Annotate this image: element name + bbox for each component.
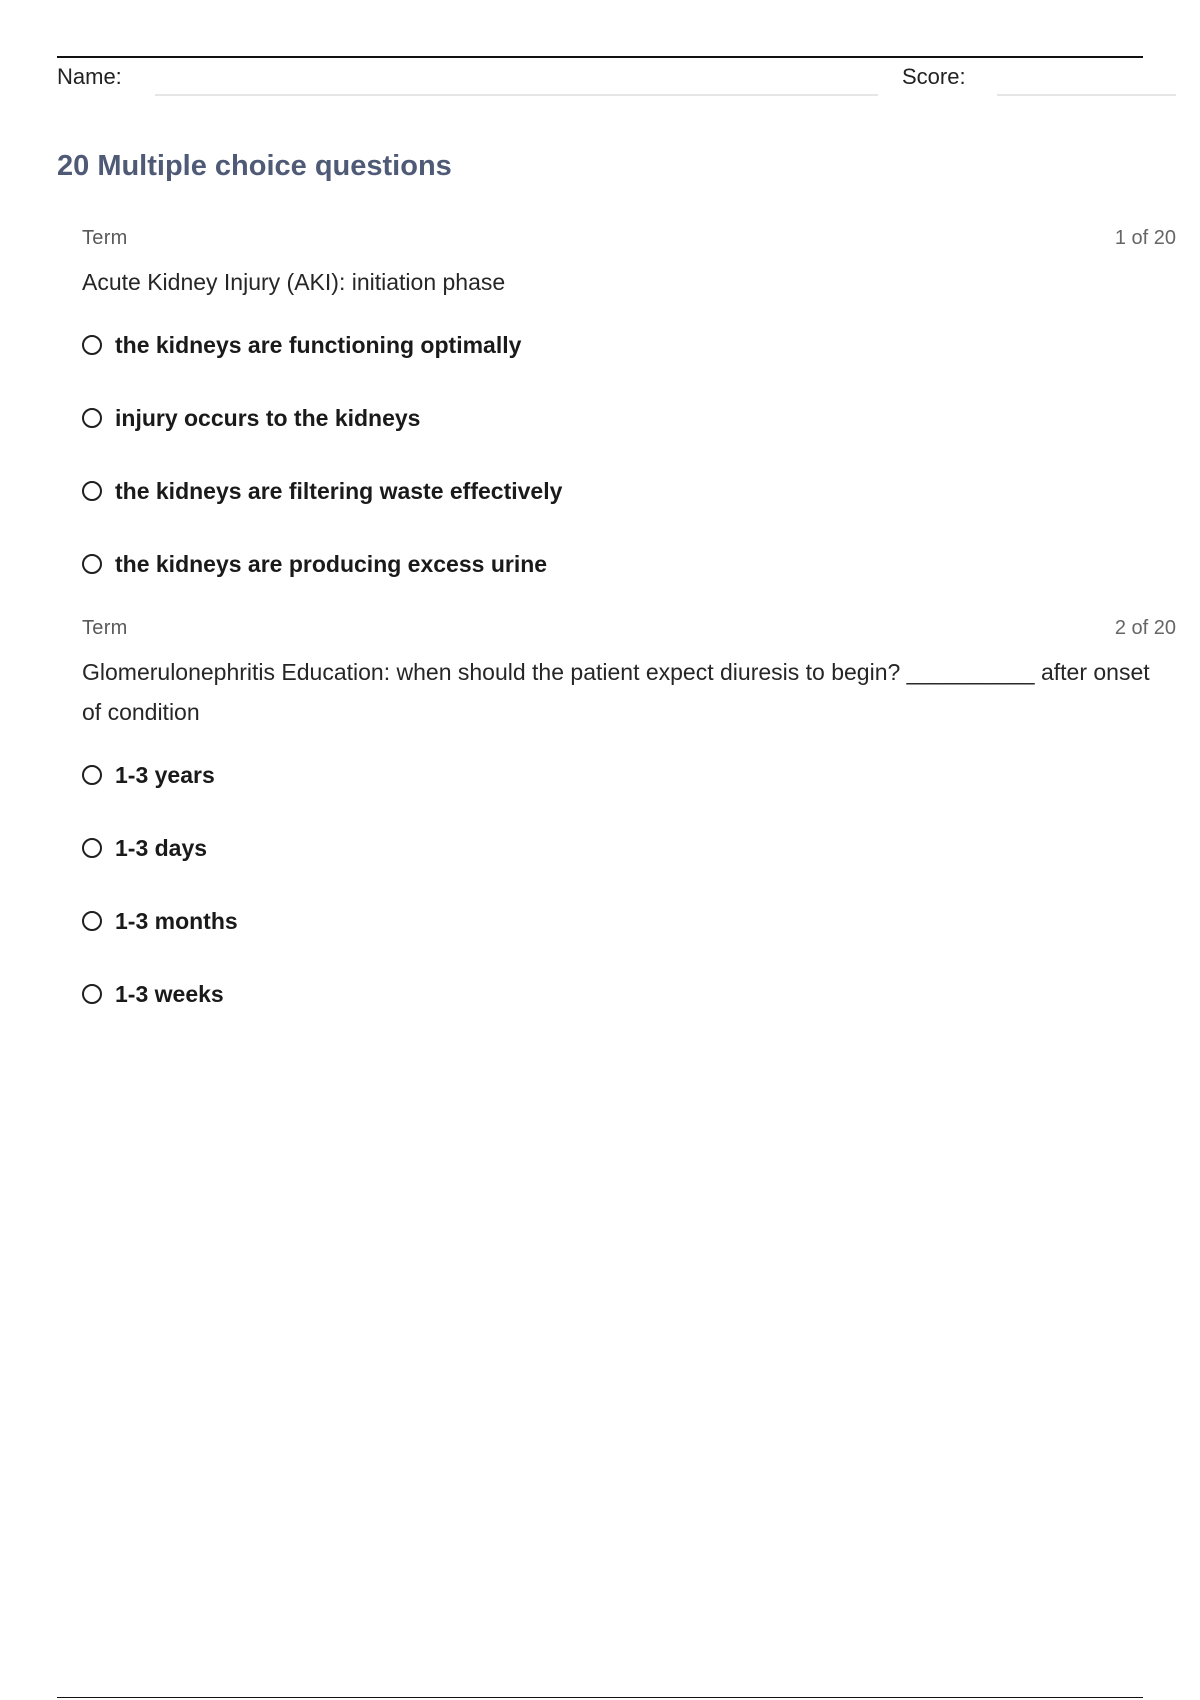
option-2a[interactable] (82, 746, 1176, 819)
bottom-rule (57, 1697, 1143, 1698)
section-title: 20 Multiple choice questions (57, 150, 452, 182)
radio-button-icon[interactable] (82, 481, 102, 501)
option-label: 1-3 months (115, 907, 238, 934)
question-2 (82, 614, 1176, 1038)
option-1d[interactable] (82, 535, 1176, 608)
option-label: injury occurs to the kidneys (115, 404, 421, 431)
question-counter: 1 of 20 (1114, 227, 1176, 249)
radio-button-icon[interactable] (82, 984, 102, 1004)
option-list (82, 316, 1176, 608)
option-label: the kidneys are functioning optimally (115, 331, 522, 358)
name-field[interactable] (155, 94, 878, 96)
radio-button-icon[interactable] (82, 911, 102, 931)
radio-button-icon[interactable] (82, 408, 102, 428)
term-label: Term (82, 227, 128, 249)
option-label: the kidneys are producing excess urine (115, 550, 548, 577)
option-1a[interactable] (82, 316, 1176, 389)
option-1b[interactable] (82, 389, 1176, 462)
question-text: Acute Kidney Injury (AKI): initiation phase (82, 269, 506, 295)
radio-button-icon[interactable] (82, 554, 102, 574)
option-1c[interactable] (82, 462, 1176, 535)
score-label: Score: (902, 64, 966, 89)
option-label: the kidneys are filtering waste effectively (115, 477, 563, 504)
question-header (82, 614, 1176, 644)
question-text: Glomerulonephritis Education: when should the patient expect diuresis to begin? __________ after onset of condition (82, 659, 1150, 725)
name-label: Name: (57, 64, 122, 89)
top-rule (57, 56, 1143, 58)
radio-button-icon[interactable] (82, 838, 102, 858)
option-2b[interactable] (82, 819, 1176, 892)
option-label: 1-3 days (115, 834, 208, 861)
option-label: 1-3 weeks (115, 980, 224, 1007)
option-2d[interactable] (82, 965, 1176, 1038)
radio-button-icon[interactable] (82, 765, 102, 785)
term-label: Term (82, 617, 128, 639)
option-2c[interactable] (82, 892, 1176, 965)
question-header (82, 224, 1176, 254)
score-field[interactable] (997, 94, 1176, 96)
question-counter: 2 of 20 (1114, 617, 1176, 639)
radio-button-icon[interactable] (82, 335, 102, 355)
option-list (82, 746, 1176, 1038)
option-label: 1-3 years (115, 761, 215, 788)
question-1 (82, 224, 1176, 608)
